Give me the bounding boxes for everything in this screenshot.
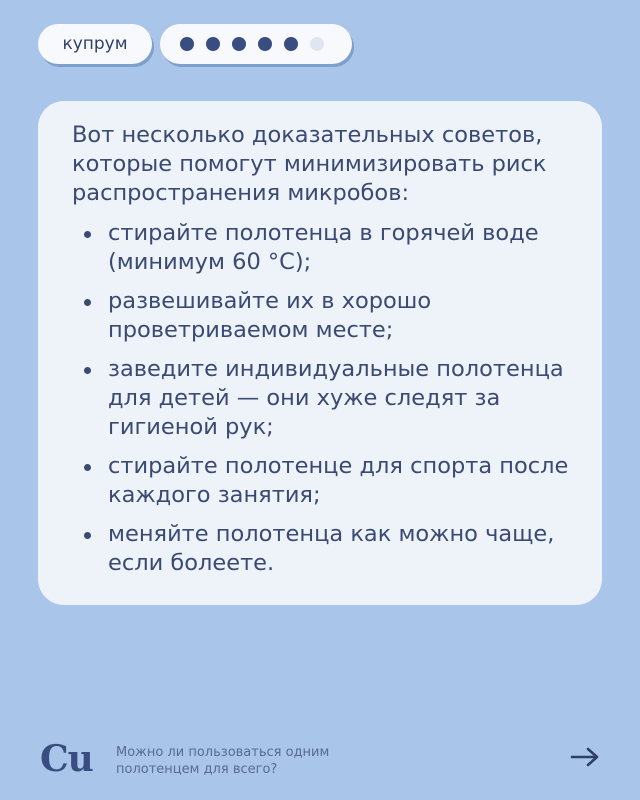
bullet-icon [84, 367, 91, 374]
arrow-right-icon[interactable] [570, 746, 600, 768]
list-item [72, 287, 572, 345]
brand-pill[interactable] [38, 24, 152, 64]
bullet-icon [84, 231, 91, 238]
card-intro: Вот несколько доказательных советов, которые помогут минимизировать риск распространения микробов: [72, 122, 547, 206]
content-card [38, 101, 602, 605]
list-item [72, 219, 572, 277]
list-item [72, 355, 572, 442]
progress-dot-6[interactable] [310, 37, 324, 51]
bullet-icon [84, 532, 91, 539]
progress-dot-5[interactable] [284, 37, 298, 51]
tip-text: стирайте полотенце для спорта после каждого занятия; [108, 453, 569, 508]
progress-dot-2[interactable] [206, 37, 220, 51]
tips-list [72, 219, 572, 578]
progress-dot-4[interactable] [258, 37, 272, 51]
cuprum-logo[interactable]: Cu [40, 738, 93, 780]
tip-text: развешивайте их в хорошо проветриваемом месте; [108, 288, 432, 343]
progress-dot-3[interactable] [232, 37, 246, 51]
list-item [72, 520, 572, 578]
bullet-icon [84, 464, 91, 471]
progress-dot-1[interactable] [180, 37, 194, 51]
tip-text: заведите индивидуальные полотенца для детей — они хуже следят за гигиеной рук; [108, 356, 564, 440]
brand-label: купрум [62, 34, 128, 54]
list-item [72, 452, 572, 510]
footer-question: Можно ли пользоваться одним полотенцем для всего? [116, 745, 330, 777]
tip-text: стирайте полотенца в горячей воде (минимум 60 °С); [108, 220, 539, 275]
bullet-icon [84, 299, 91, 306]
slide-progress-indicator [160, 24, 352, 64]
tip-text: меняйте полотенца как можно чаще, если болеете. [108, 521, 555, 576]
